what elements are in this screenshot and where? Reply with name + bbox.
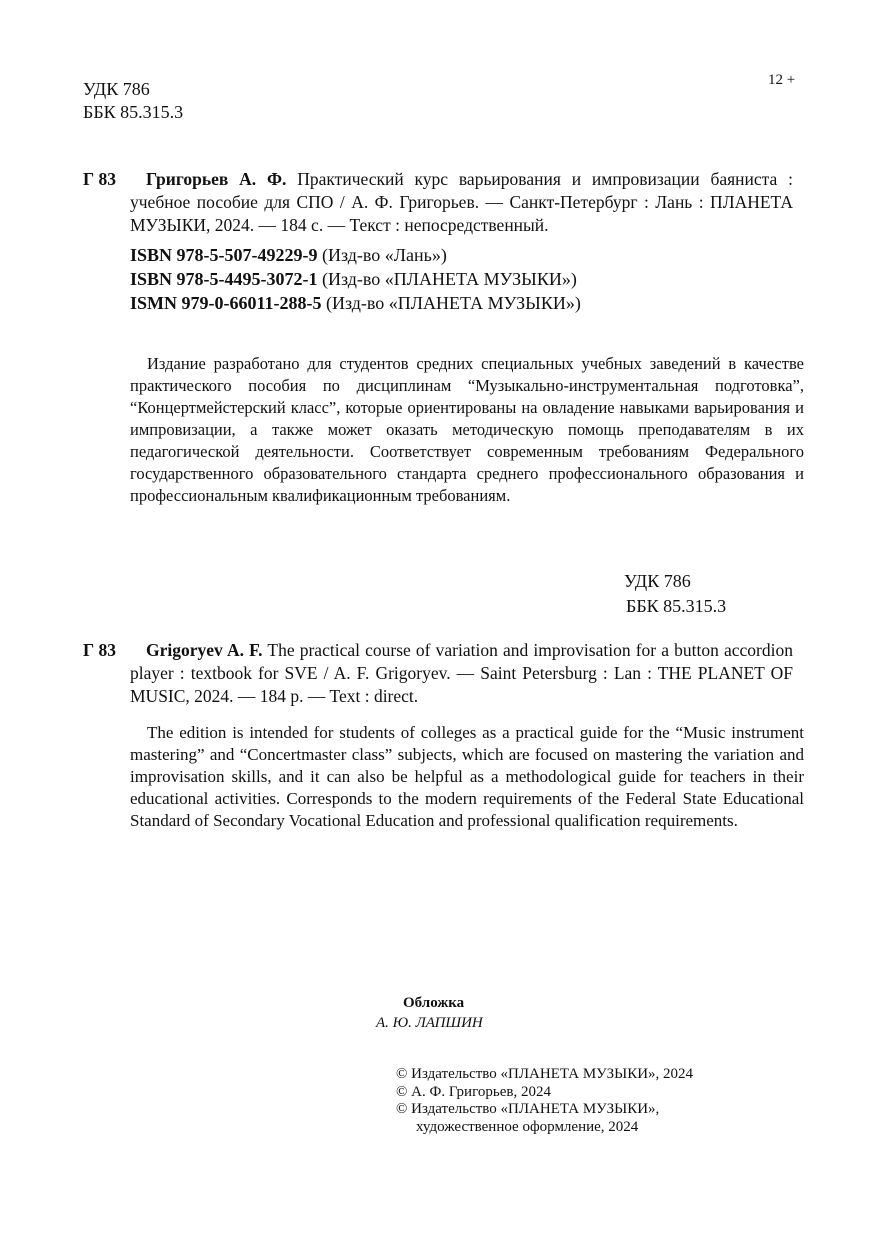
identifier-list xyxy=(130,243,581,315)
ru-entry-body xyxy=(130,168,793,237)
ru-annotation: Издание разработано для студентов средних специальных учебных заведений в качестве практического пособия по дисциплинам “Музыкально-инструментальная подготовка”, “Концертмейстерский класс”, которые ориентированы на овладение навыками варьирования и импровизации, а также может оказать методическую помощь преподавателям в их педагогической деятельности. Соответствует современным требованиям Федерального государственного образовательного стандарта среднего профессионального образования и профессиональным квалификационным требованиям. xyxy=(130,354,804,505)
copyright-line: © А. Ф. Григорьев, 2024 xyxy=(396,1083,551,1100)
copyright-line: © Издательство «ПЛАНЕТА МУЗЫКИ», xyxy=(396,1101,660,1117)
udk-code: УДК 786 xyxy=(624,571,691,591)
identifier-publisher: (Изд-во «ПЛАНЕТА МУЗЫКИ») xyxy=(326,293,581,313)
ru-bibliographic-entry xyxy=(83,168,793,237)
identifier-publisher: (Изд-во «ПЛАНЕТА МУЗЫКИ») xyxy=(322,269,577,289)
identifier-row xyxy=(130,267,581,291)
en-entry-body xyxy=(130,639,793,708)
cover-designer: А. Ю. ЛАПШИН xyxy=(376,1015,483,1031)
en-annotation: The edition is intended for students of colleges as a practical guide for the “Music instrument mastering” and “Concertmaster class” subjects, which are focused on mastering the variation and improvisation skills, and it can also be helpful as a methodological guide for teachers in their educational activities. Corresponds to the modern requirements of the Federal State Educational Standard of Secondary Vocational Education and professional qualification requirements. xyxy=(130,723,804,830)
cover-label: Обложка xyxy=(403,995,465,1011)
copyright-block xyxy=(396,1066,693,1136)
classification-codes-mid xyxy=(624,569,726,619)
identifier-number: ISMN 979-0-66011-288-5 xyxy=(130,293,322,313)
en-title-text: The practical course of variation and improvisation for a button accordion player : textbook for SVE / A. F. Grigoryev. — Saint Petersburg : Lan : THE PLANET OF MUSIC, 2024. — 184 p. — Text : direct. xyxy=(130,640,793,706)
age-rating: 12 + xyxy=(768,72,796,88)
author-mark: Г 83 xyxy=(83,640,117,660)
en-bibliographic-entry xyxy=(83,639,793,708)
ru-title-text: Практический курс варьирования и импровизации баяниста : учебное пособие для СПО / А. Ф. Григорьев. — Санкт-Петербург : Лань : ПЛАНЕТА МУЗЫКИ, 2024. — 184 с. — Текст : непосредственный. xyxy=(130,169,793,235)
identifier-publisher: (Изд-во «Лань») xyxy=(322,245,447,265)
bbk-code: ББК 85.315.3 xyxy=(626,596,727,616)
bbk-code: ББК 85.315.3 xyxy=(83,102,184,122)
identifier-number: ISBN 978-5-4495-3072-1 xyxy=(130,269,318,289)
udk-code: УДК 786 xyxy=(83,79,150,99)
ru-author: Григорьев А. Ф. xyxy=(146,169,287,189)
en-author: Grigoryev A. F. xyxy=(146,640,263,660)
identifier-number: ISBN 978-5-507-49229-9 xyxy=(130,245,318,265)
identifier-row xyxy=(130,291,581,315)
author-mark: Г 83 xyxy=(83,169,117,189)
copyright-line: © Издательство «ПЛАНЕТА МУЗЫКИ», 2024 xyxy=(396,1066,694,1082)
identifier-row xyxy=(130,243,581,267)
copyright-line: художественное оформление, 2024 xyxy=(416,1118,639,1135)
classification-codes-top xyxy=(83,78,183,124)
